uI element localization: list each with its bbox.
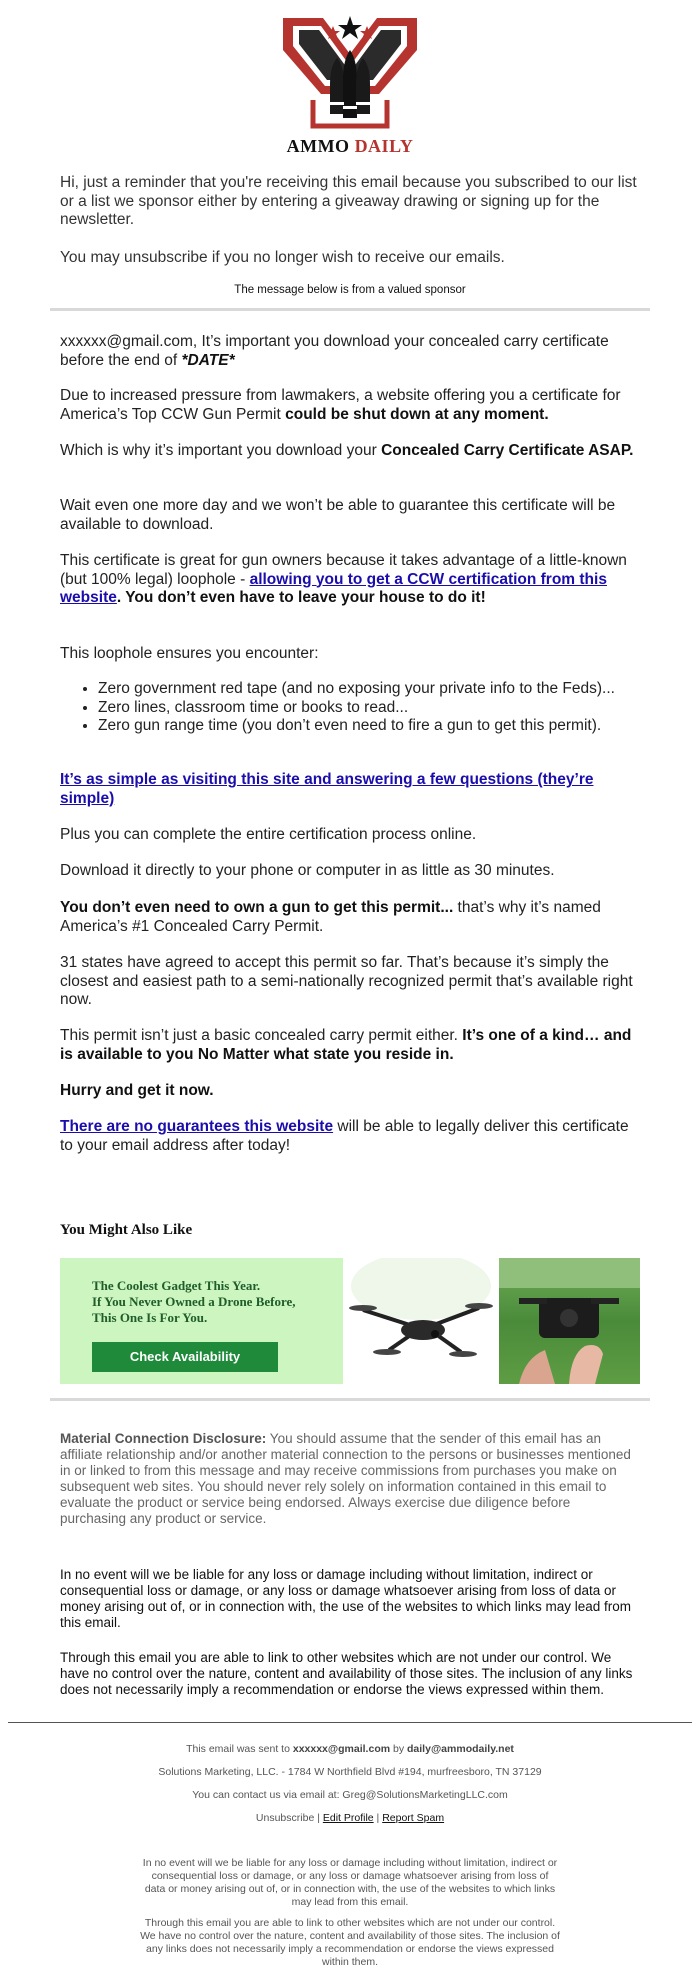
list-item: • Zero lines, classroom time or books to read... bbox=[98, 699, 658, 718]
footer-external-links: Through this email you are able to link to other websites which are not under our control. We have no control over the nature, content and availability of those sites. The inclusion of any links does not necessarily imply a recommendation or endorse the views expressed within them. bbox=[140, 1917, 560, 1968]
report-spam-link[interactable]: Report Spam bbox=[382, 1812, 445, 1824]
material-disclosure: Material Connection Disclosure: You should assume that the sender of this email has an affiliate relationship and/or another material connection to the persons or businesses mentioned in or linked to from this message and may receive commissions from purchases you make on subsequent web sites. You should never rely solely on information contained in this email to evaluate the product or service being endorsed. Always exercise due diligence before purchasing any product or service. bbox=[60, 1431, 631, 1526]
drone-icon bbox=[343, 1258, 499, 1384]
paragraph-pressure: Due to increased pressure from lawmakers, a website offering you a certificate for America’s Top CCW Gun Permit could be shut down at any moment. bbox=[60, 387, 621, 423]
drone-ad-banner[interactable] bbox=[60, 1258, 640, 1384]
paragraph-intro: xxxxxx@gmail.com, It’s important you download your concealed carry certificate before the end of *DATE* bbox=[60, 333, 609, 369]
divider bbox=[50, 1398, 650, 1401]
external-links-notice: Through this email you are able to link to other websites which are not under our control. We have no control over the nature, content and availability of those sites. The inclusion of any links does not necessarily imply a recommendation or endorse the views expressed within them. bbox=[60, 1650, 633, 1697]
you-might-also-like-heading: You Might Also Like bbox=[60, 1222, 193, 1238]
cta-paragraph bbox=[60, 771, 640, 808]
list-item: • Zero gun range time (you don’t even need to fire a gun to get this permit). bbox=[98, 717, 658, 736]
paragraph-encounter: This loophole ensures you encounter: bbox=[60, 645, 319, 662]
ccw-certification-link[interactable]: allowing you to get a CCW certification from this website bbox=[60, 570, 607, 606]
visit-site-link[interactable]: It’s as simple as visiting this site and answering a few questions (they’re simple) bbox=[60, 771, 594, 807]
contact-line: You can contact us via email at: Greg@SolutionsMarketingLLC.com bbox=[192, 1789, 508, 1801]
paragraph-states: 31 states have agreed to accept this permit so far. That’s because it’s simply the closest and easiest path to a semi-nationally recognized permit that’s available right now. bbox=[60, 954, 633, 1008]
footer-divider bbox=[8, 1722, 692, 1723]
sent-to-line: This email was sent to xxxxxx@gmail.com by daily@ammodaily.net bbox=[186, 1743, 514, 1755]
company-address: Solutions Marketing, LLC. - 1784 W Northfield Blvd #194, murfreesboro, TN 37129 bbox=[158, 1766, 542, 1778]
paragraph-download: Download it directly to your phone or computer in as little as 30 minutes. bbox=[60, 862, 555, 879]
paragraph-hurry: Hurry and get it now. bbox=[60, 1082, 214, 1099]
paragraph-no-gun: You don’t even need to own a gun to get this permit... that’s why it’s named America’s #1 Concealed Carry Permit. bbox=[60, 899, 601, 935]
drone-image bbox=[343, 1258, 499, 1384]
banner-headline: The Coolest Gadget This Year. If You Never Owned a Drone Before, This One Is For You. bbox=[92, 1278, 296, 1325]
list-item: • Zero government red tape (and no exposing your private info to the Feds)... bbox=[98, 680, 658, 699]
check-availability-button[interactable]: Check Availability bbox=[92, 1342, 278, 1372]
subscription-reminder: Hi, just a reminder that you're receiving this email because you subscribed to our list or a list we sponsor either by entering a giveaway drawing or signing up for the newsletter. bbox=[60, 174, 637, 228]
paragraph-asap: Which is why it’s important you download your Concealed Carry Certificate ASAP. bbox=[60, 442, 634, 459]
liability-notice: In no event will we be liable for any loss or damage including without limitation, indirect or consequential loss or damage, or any loss or damage whatsoever arising from loss of data or money arising out of, or in connection with, the use of the websites to which links may lead from this email. bbox=[60, 1567, 632, 1630]
divider bbox=[50, 308, 650, 311]
paragraph-guarantee: There are no guarantees this website will be able to legally deliver this certificate to your email address after today! bbox=[60, 1118, 629, 1154]
footer-liability: In no event will we be liable for any loss or damage including without limitation, indirect or consequential loss or damage, or any loss or damage whatsoever arising from loss of data or money arising out of, or in connection with, the use of the websites to which links may lead from this email. bbox=[142, 1857, 558, 1908]
footer-links: Unsubscribe | Edit Profile | Report Spam bbox=[255, 1812, 445, 1824]
bullets-emblem-icon bbox=[283, 14, 417, 132]
drone-in-hand-image bbox=[499, 1258, 640, 1384]
paragraph-one-of-a-kind: This permit isn’t just a basic concealed carry permit either. It’s one of a kind… and is available to you No Matter what state you reside in. bbox=[60, 1027, 632, 1063]
paragraph-loophole: This certificate is great for gun owners because it takes advantage of a little-known (but 100% legal) loophole - allowing you to get a CCW certification from this website. You don’t even have to leave your house to do it! bbox=[60, 552, 627, 606]
logo-wordmark: AMMO DAILY bbox=[286, 136, 414, 156]
sponsor-note: The message below is from a valued sponsor bbox=[234, 284, 466, 296]
no-guarantees-link[interactable]: There are no guarantees this website bbox=[60, 1118, 334, 1135]
edit-profile-link[interactable]: Edit Profile bbox=[322, 1812, 374, 1824]
ammo-daily-logo[interactable] bbox=[283, 14, 417, 160]
hand-drone-icon bbox=[499, 1258, 640, 1384]
paragraph-online: Plus you can complete the entire certification process online. bbox=[60, 826, 477, 843]
paragraph-wait: Wait even one more day and we won’t be able to guarantee this certificate will be available to download. bbox=[60, 497, 616, 533]
benefits-list bbox=[98, 680, 658, 736]
unsubscribe-note: You may unsubscribe if you no longer wish to receive our emails. bbox=[60, 249, 505, 266]
unsubscribe-link[interactable]: Unsubscribe bbox=[255, 1812, 315, 1824]
